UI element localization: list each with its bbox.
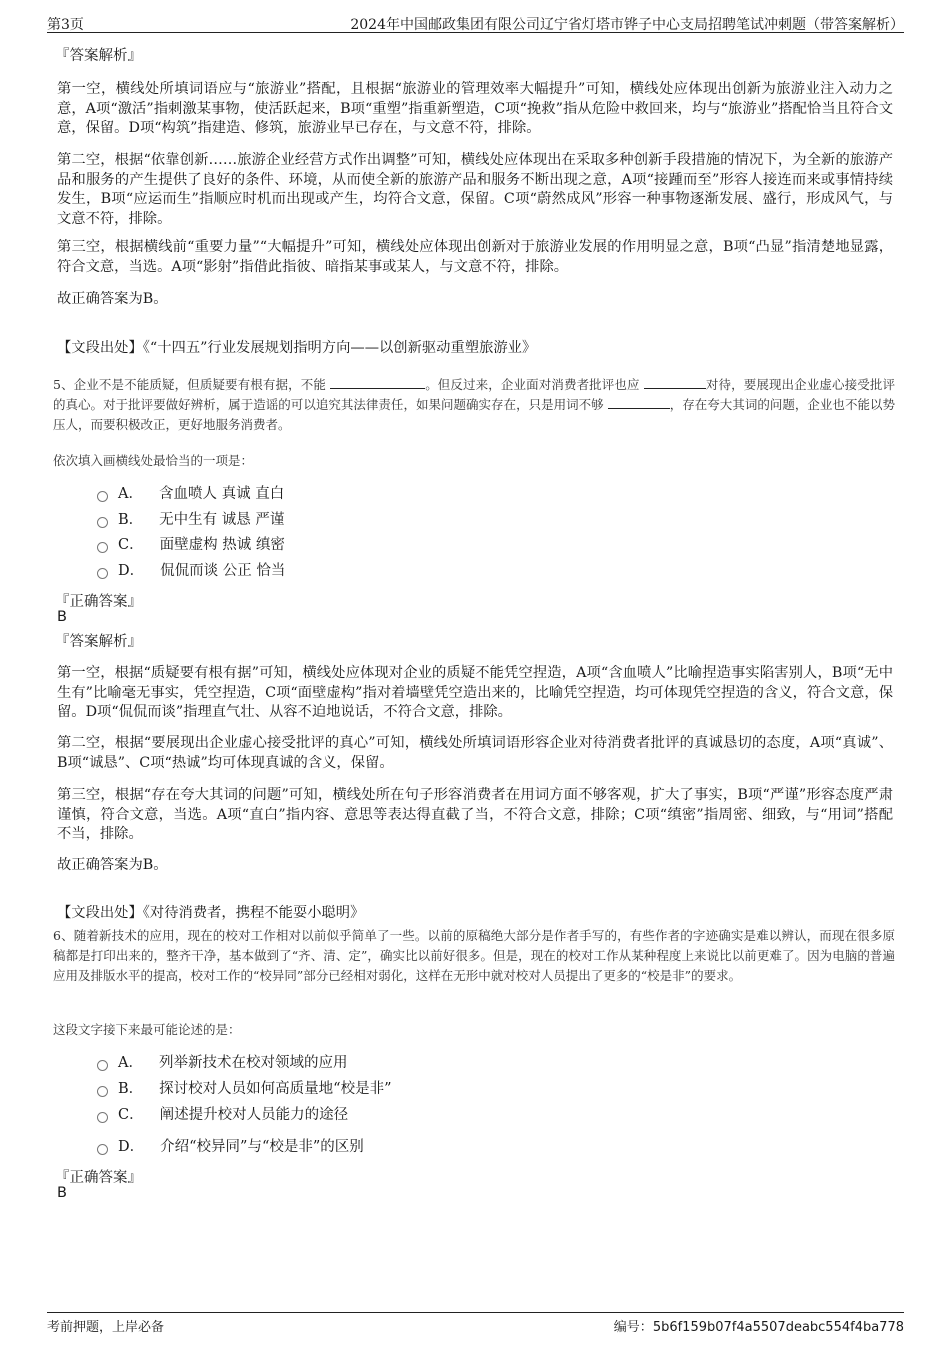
analysis-label: 『答案解析』 <box>55 634 142 650</box>
option-text: 侃侃而谈 公正 恰当 <box>160 563 286 579</box>
analysis-paragraph-3: 第三空，根据“存在夸大其词的问题”可知，横线处所在句子形容消费者在用词方面不够客观，扩大了事实，B项“严谨”形容态度严肃谨慎，符合文意，当选。A项“直白”指内容、意思等表达得直截了当，不符合文意，排除；C项“缜密”指周密、细致，与“用词”搭配不当，排除。 <box>57 787 893 842</box>
question-6-text: 6、随着新技术的应用，现在的校对工作相对以前似乎简单了一些。以前的原稿绝大部分是作者手写的，有些作者的字迹确实是难以辨认，而现在很多原稿都是打印出来的，整齐干净，基本做到了“齐、清、定”，确实比以前好很多。但是，现在的校对工作从某种程度上来说比以前更难了。因为电脑的普遍应用及排版水平的提高，校对工作的“校异同”部分已经相对弱化，这样在无形中就对校对人员提出了更多的“校是非”的要求。 <box>53 928 895 983</box>
option-text: 介绍“校异同”与“校是非”的区别 <box>160 1139 364 1155</box>
question-5-prompt: 依次填入画横线处最恰当的一项是： <box>53 453 254 468</box>
option-letter: A． <box>118 1055 143 1071</box>
analysis-conclusion: 故正确答案为B。 <box>57 857 168 873</box>
correct-answer: B <box>57 609 67 625</box>
question-5-part-c: 对待，要展现出企业虚心接受批评的真心。对于批评要做好辨析，属于造谣的可以追究其法律责任，如果问题确实存在，只是用词不够 <box>53 377 895 412</box>
question-5-option-a[interactable] <box>97 483 284 505</box>
analysis-paragraph-1: 第一空，根据“质疑要有根有据”可知，横线处应体现对企业的质疑不能凭空捏造，A项“含血喷人”比喻捏造事实陷害别人，B项“无中生有”比喻毫无事实，凭空捏造，C项“面壁虚构”指对着墙壁凭空造出来的，比喻凭空捏造，均可体现凭空捏造的含义，符合文意，保留。D项“侃侃而谈”指理直气壮、从容不迫地说话，不符合文意，排除。 <box>57 665 893 720</box>
analysis-paragraph-3: 第三空，根据横线前“重要力量”“大幅提升”可知，横线处应体现出创新对于旅游业发展的作用明显之意，B项“凸显”指清楚地显露，符合文意，当选。A项“影射”指借此指彼、暗指某事或某人，与文意不符，排除。 <box>57 239 893 275</box>
page-number: 第3页 <box>47 17 84 33</box>
question-5-option-c[interactable] <box>97 534 285 556</box>
correct-answer-label: 『正确答案』 <box>55 594 142 610</box>
document-title: 2024年中国邮政集团有限公司辽宁省灯塔市铧子中心支局招聘笔试冲刺题（带答案解析） <box>350 17 904 33</box>
option-text: 含血喷人 真诚 直白 <box>158 486 285 502</box>
passage-source: 【文段出处】《对待消费者，携程不能耍小聪明》 <box>57 905 365 922</box>
question-5-part-a: 5、企业不是不能质疑，但质疑要有根有据，不能 <box>53 377 326 392</box>
radio-icon[interactable] <box>97 568 108 579</box>
option-text: 探讨校对人员如何高质量地“校是非” <box>159 1081 392 1097</box>
analysis-label: 『答案解析』 <box>55 48 142 64</box>
question-5-text <box>53 375 895 435</box>
analysis-paragraph-2: 第二空，根据“要展现出企业虚心接受批评的真心”可知，横线处所填词语形容企业对待消费者批评的真诚恳切的态度，A项“真诚”、B项“诚恳”、C项“热诚”均可体现真诚的含义，保留。 <box>57 735 893 771</box>
analysis-paragraph-2: 第二空，根据“依靠创新……旅游企业经营方式作出调整”可知，横线处应体现出在采取多种创新手段措施的情况下，为全新的旅游产品和服务的产生提供了良好的条件、环境，从而使全新的旅游产品和服务不断出现之意，A项“接踵而至”形容人接连而来或事情持续发生，B项“应运而生”指顺应时机而出现或产生，均符合文意，保留。C项“蔚然成风”形容一种事物逐渐发展、盛行，形成风气，与文意不符，排除。 <box>57 152 893 227</box>
page-footer <box>47 1312 904 1335</box>
document-code-label: 编号： <box>613 1320 653 1335</box>
question-6-option-b[interactable] <box>97 1078 391 1100</box>
option-letter: C． <box>118 537 144 553</box>
question-6-option-d[interactable] <box>97 1136 364 1158</box>
document-code <box>614 1316 904 1335</box>
question-5-part-d: ，存在夸大其词的问题，企业也不能以势压人，而要积极改正，更好地服务消费者。 <box>53 397 895 432</box>
option-letter: D． <box>118 563 145 579</box>
correct-answer: B <box>57 1185 67 1201</box>
radio-icon[interactable] <box>97 1112 108 1123</box>
analysis-conclusion: 故正确答案为B。 <box>57 291 168 307</box>
option-text: 面壁虚构 热诚 缜密 <box>159 537 285 553</box>
option-letter: B． <box>118 512 144 528</box>
radio-icon[interactable] <box>97 1086 108 1097</box>
question-6-option-a[interactable] <box>97 1052 347 1074</box>
analysis-paragraph-1: 第一空，横线处所填词语应与“旅游业”搭配，且根据“旅游业的管理效率大幅提升”可知，横线处应体现出创新为旅游业注入动力之意，A项“激活”指刺激某事物，使活跃起来，B项“重塑”指重新塑造，C项“挽救”指从危险中救回来，均与“旅游业”搭配恰当且符合文意，保留。D项“构筑”指建造、修筑，旅游业早已存在，与文意不符，排除。 <box>57 81 893 136</box>
correct-answer-label: 『正确答案』 <box>55 1170 142 1186</box>
radio-icon[interactable] <box>97 1060 108 1071</box>
option-text: 无中生有 诚恳 严谨 <box>159 512 285 528</box>
question-5-part-b: 。但反过来，企业面对消费者批评也应 <box>425 377 640 392</box>
question-5-option-b[interactable] <box>97 509 284 531</box>
option-letter: D． <box>118 1139 145 1155</box>
document-code-value: 5b6f159b07f4a5507deabc554f4ba778 <box>652 1320 904 1335</box>
option-text: 列举新技术在校对领域的应用 <box>158 1055 348 1071</box>
question-6-option-c[interactable] <box>97 1104 348 1126</box>
option-letter: B． <box>118 1081 144 1097</box>
fill-blank-3 <box>608 396 670 409</box>
radio-icon[interactable] <box>97 517 108 528</box>
option-letter: A． <box>118 486 143 502</box>
radio-icon[interactable] <box>97 491 108 502</box>
option-text: 阐述提升校对人员能力的途径 <box>159 1107 349 1123</box>
footer-slogan: 考前押题，上岸必备 <box>47 1320 165 1335</box>
top-analysis-section <box>57 47 893 66</box>
radio-icon[interactable] <box>97 542 108 553</box>
question-6-prompt: 这段文字接下来最可能论述的是： <box>53 1022 241 1037</box>
passage-source: 【文段出处】《“十四五”行业发展规划指明方向——以创新驱动重塑旅游业》 <box>57 340 537 357</box>
question-5-option-d[interactable] <box>97 560 285 582</box>
option-letter: C． <box>118 1107 144 1123</box>
fill-blank-2 <box>644 376 706 389</box>
fill-blank-1 <box>330 376 425 389</box>
radio-icon[interactable] <box>97 1144 108 1155</box>
page-header <box>47 12 904 33</box>
